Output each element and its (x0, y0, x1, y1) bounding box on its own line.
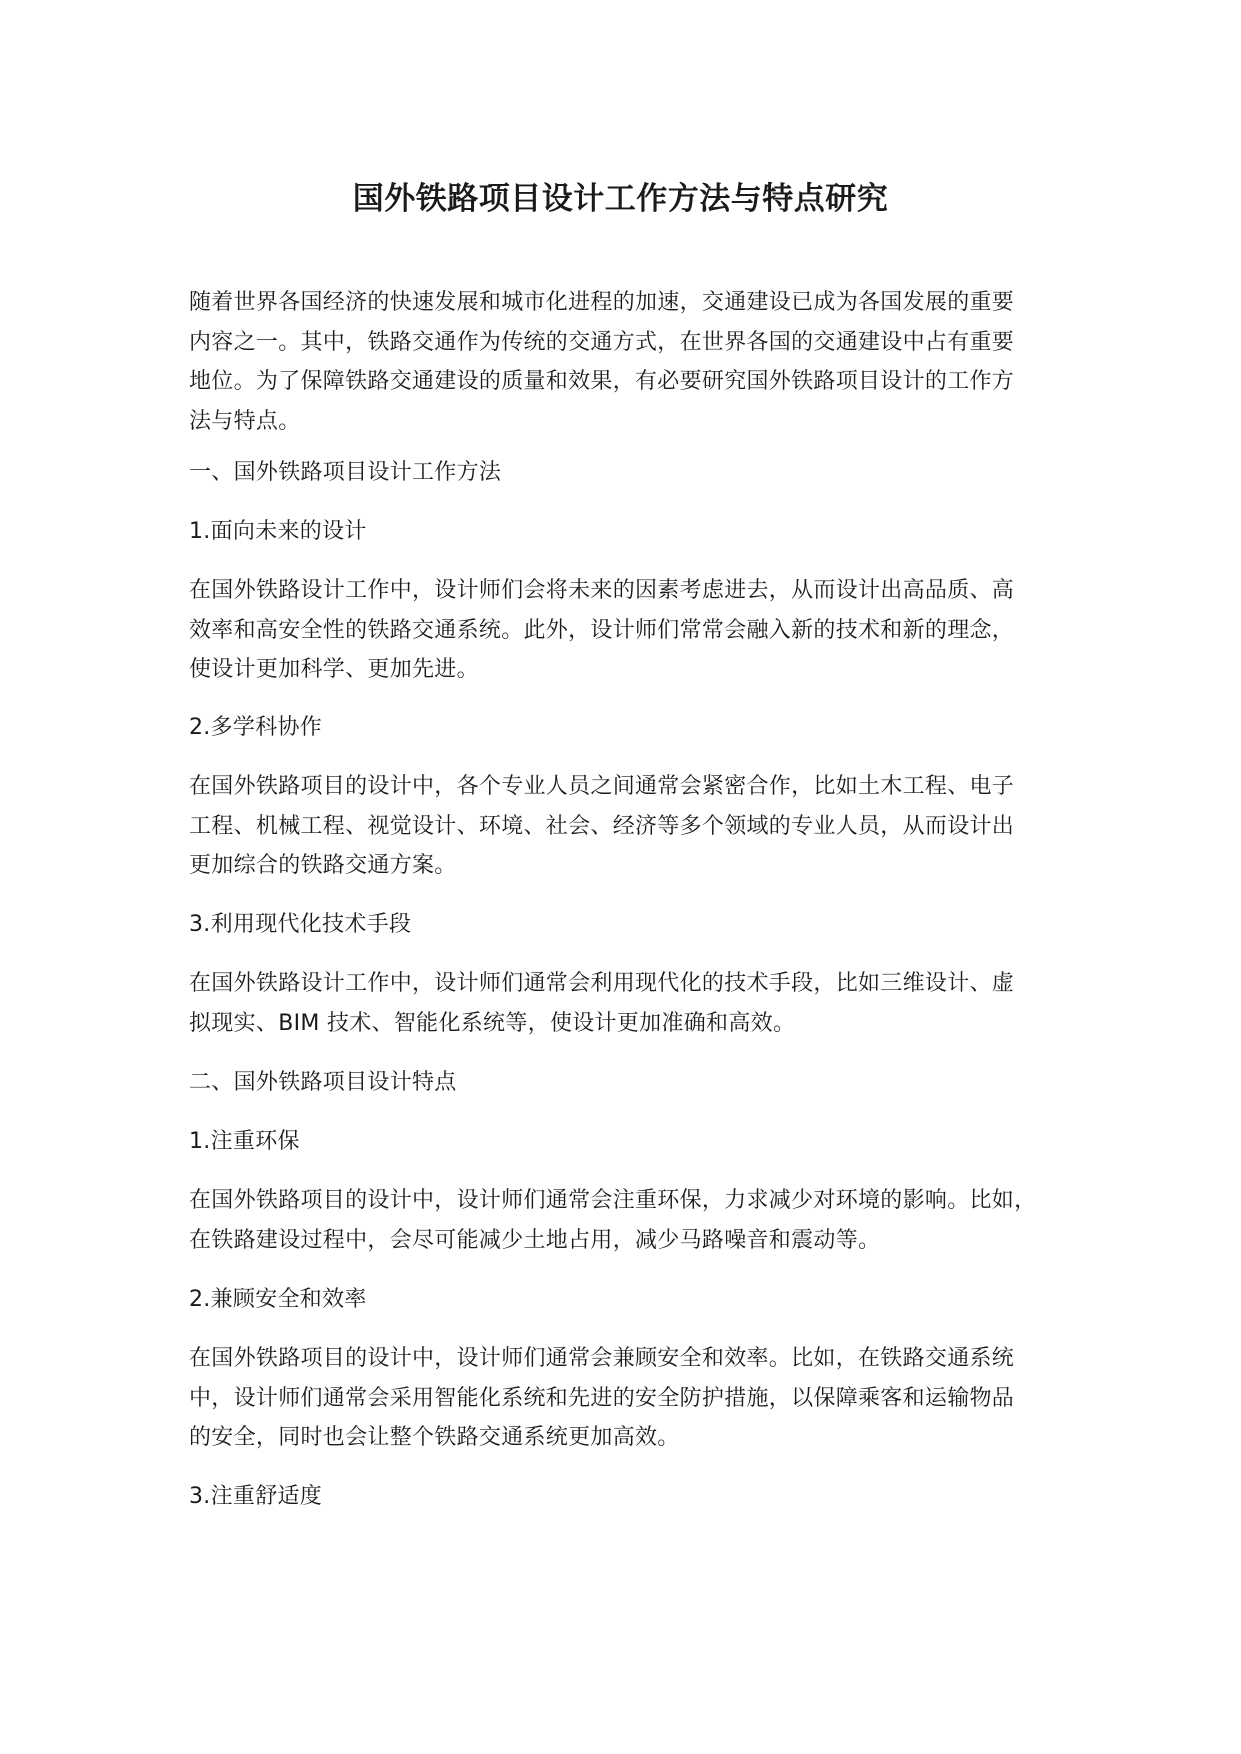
section-heading (189, 453, 1109, 493)
text-line: 在国外铁路设计工作中，设计师们会将未来的因素考虑进去，从而设计出高品质、高 (189, 578, 1015, 603)
text-line: 法与特点。 (189, 408, 301, 434)
subsection-heading (189, 1477, 1109, 1517)
text-line: 中，设计师们通常会采用智能化系统和先进的安全防护措施，以保障乘客和运输物品 (189, 1385, 1015, 1411)
text-line: 拟现实、BIM 技术、智能化系统等，使设计更加准确和高效。 (189, 1010, 796, 1036)
text-line: 随着世界各国经济的快速发展和城市化进程的加速，交通建设已成为各国发展的重要 (189, 290, 1015, 315)
subsection-heading-text: 1.面向未来的设计 (189, 519, 367, 544)
text-line: 地位。为了保障铁路交通建设的质量和效果，有必要研究国外铁路项目设计的工作方 (189, 369, 1015, 394)
subsection-heading-text: 1.注重环保 (189, 1129, 300, 1154)
subsection-heading-text: 3.利用现代化技术手段 (189, 912, 412, 937)
intro-paragraph (189, 283, 1109, 441)
text-line: 在国外铁路项目的设计中，各个专业人员之间通常会紧密合作，比如土木工程、电子 (189, 774, 1015, 799)
subsection-heading-text: 2.兼顾安全和效率 (189, 1287, 367, 1312)
text-line: 在国外铁路设计工作中，设计师们通常会利用现代化的技术手段，比如三维设计、虚 (189, 971, 1015, 996)
subsection-heading (189, 708, 1109, 748)
subsection-heading (189, 1122, 1109, 1162)
text-line: 内容之一。其中，铁路交通作为传统的交通方式，在世界各国的交通建设中占有重要 (189, 329, 1015, 355)
body-paragraph (189, 964, 1109, 1043)
subsection-heading-text: 3.注重舒适度 (189, 1484, 323, 1509)
section-heading-text: 一、国外铁路项目设计工作方法 (189, 460, 502, 485)
body-paragraph (189, 1339, 1109, 1458)
text-line: 在国外铁路项目的设计中，设计师们通常会注重环保，力求减少对环境的影响。比如， (189, 1188, 1037, 1213)
subsection-heading-text: 2.多学科协作 (189, 715, 323, 740)
text-line: 效率和高安全性的铁路交通系统。此外，设计师们常常会融入新的技术和新的理念， (189, 617, 1015, 643)
body-paragraph (189, 571, 1109, 690)
subsection-heading (189, 512, 1109, 552)
subsection-heading (189, 905, 1109, 945)
section-heading-text: 二、国外铁路项目设计特点 (189, 1070, 457, 1095)
text-line: 在国外铁路项目的设计中，设计师们通常会兼顾安全和效率。比如，在铁路交通系统 (189, 1346, 1015, 1371)
body-paragraph (189, 767, 1109, 886)
subsection-heading (189, 1280, 1109, 1320)
text-line: 的安全，同时也会让整个铁路交通系统更加高效。 (189, 1425, 680, 1450)
document-title: 国外铁路项目设计工作方法与特点研究 (352, 181, 889, 217)
text-line: 在铁路建设过程中，会尽可能减少土地占用，减少马路噪音和震动等。 (189, 1227, 881, 1253)
body-paragraph (189, 1181, 1109, 1260)
text-line: 使设计更加科学、更加先进。 (189, 657, 479, 682)
text-line: 更加综合的铁路交通方案。 (189, 853, 457, 878)
text-line: 工程、机械工程、视觉设计、环境、社会、经济等多个领域的专业人员，从而设计出 (189, 813, 1015, 839)
section-heading (189, 1063, 1109, 1103)
